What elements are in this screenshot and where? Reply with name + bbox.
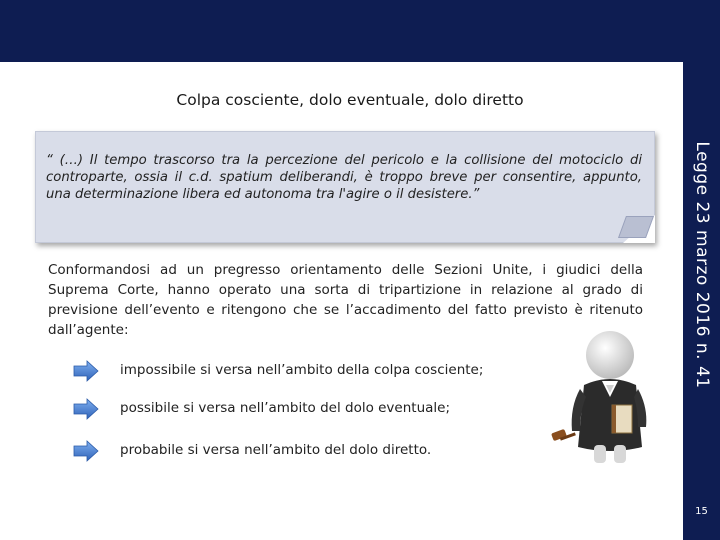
quote-text: “ (…) Il tempo trascorso tra la percezione del pericolo e la collisione del motociclo di controparte, ossia il c.d. spatium deliberandi, è troppo breve per consentire, appunto, una determinazione libera ed autonoma tra l'agire o il desistere.” [46,153,642,202]
judge-figure-icon [550,327,670,467]
right-arrow-icon [73,360,99,382]
bullet-item [73,358,573,384]
right-arrow-icon [73,440,99,462]
right-arrow-icon [73,398,99,420]
body-paragraph: Conformandosi ad un pregresso orientamento delle Sezioni Unite, i giudici della Suprema Corte, hanno operato una sorta di tripartizione in relazione al grado di previsione dell’evento e ritengono che se l’accadimento del fatto previsto è ritenuto dall’agente: [48,262,643,338]
side-title [683,130,720,400]
page-number: 15 [695,506,708,517]
bullet-item [73,438,573,464]
bullet-text: probabile si versa nell’ambito del dolo diretto. [120,442,432,458]
header-bar [0,0,720,62]
side-title-text: Legge 23 marzo 2016 n. 41 [691,141,712,389]
bullet-text: possibile si versa nell’ambito del dolo eventuale; [120,400,451,416]
bullet-text: impossibile si versa nell’ambito della colpa cosciente; [120,362,484,378]
bullet-item [73,396,573,422]
quote-box [35,131,655,243]
slide-title: Colpa cosciente, dolo eventuale, dolo diretto [176,91,524,109]
